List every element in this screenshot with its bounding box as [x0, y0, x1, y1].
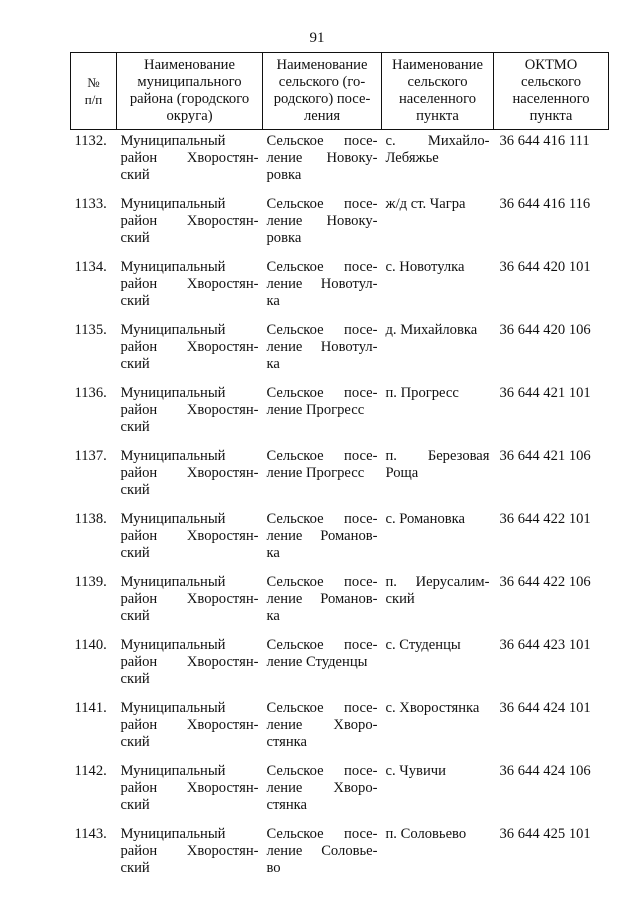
cell-line: ровка — [266, 230, 302, 246]
oktmo-cell: 36 644 424 106 — [499, 763, 591, 779]
header-district — [117, 53, 263, 130]
cell-line: Муниципальный — [120, 574, 226, 590]
row-number: 1135. — [74, 322, 107, 338]
oktmo-cell: 36 644 416 116 — [499, 196, 591, 212]
cell-line: район Хворостян- — [120, 402, 259, 418]
oktmo-cell: 36 644 420 106 — [499, 322, 591, 338]
locality-cell — [382, 130, 494, 194]
cell-line: Муниципальный — [120, 448, 226, 464]
settlement-cell — [263, 508, 382, 571]
cell-line: ский — [120, 419, 150, 435]
settlements-table — [70, 52, 609, 886]
settlement-cell — [263, 256, 382, 319]
cell-line: Сельское посе- — [266, 259, 378, 275]
settlement-cell — [263, 571, 382, 634]
cell-line: д. Михайловка — [385, 322, 478, 338]
settlement-cell — [263, 382, 382, 445]
header-line: пункта — [416, 108, 459, 124]
district-cell — [117, 760, 263, 823]
oktmo-cell: 36 644 425 101 — [499, 826, 591, 842]
locality-cell — [382, 697, 494, 760]
cell-line: район Хворостян- — [120, 528, 259, 544]
cell-line: ский — [120, 293, 150, 309]
row-number: 1136. — [74, 385, 107, 401]
district-cell — [117, 571, 263, 634]
header-line: ОКТМО — [524, 57, 578, 73]
cell-line: Муниципальный — [120, 763, 226, 779]
cell-line: ление Романов- — [266, 591, 378, 607]
row-number: 1143. — [74, 826, 107, 842]
cell-line: ский — [120, 671, 150, 687]
cell-line: ж/д ст. Чагра — [385, 196, 466, 212]
cell-line: ление Хворо- — [266, 780, 378, 796]
cell-line: район Хворостян- — [120, 843, 259, 859]
cell-line: ление Новоку- — [266, 213, 378, 229]
table-row — [71, 634, 609, 697]
cell-line: район Хворостян- — [120, 654, 259, 670]
cell-line: ский — [385, 591, 415, 607]
district-cell — [117, 382, 263, 445]
cell-line: Муниципальный — [120, 385, 226, 401]
locality-cell — [382, 823, 494, 886]
cell-line: ский — [120, 545, 150, 561]
district-cell — [117, 319, 263, 382]
district-cell — [117, 508, 263, 571]
cell-line: район Хворостян- — [120, 339, 259, 355]
district-cell — [117, 193, 263, 256]
header-line: муниципального — [137, 74, 242, 90]
cell-line: Сельское посе- — [266, 196, 378, 212]
header-line: сельского (го- — [278, 74, 366, 90]
cell-line: ление Соловье- — [266, 843, 378, 859]
cell-line: Сельское посе- — [266, 448, 378, 464]
locality-cell — [382, 508, 494, 571]
cell-line: стянка — [266, 797, 308, 813]
header-line: района (городского — [129, 91, 250, 107]
header-line: сельского — [520, 74, 582, 90]
cell-line: район Хворостян- — [120, 780, 259, 796]
header-line: населенного — [512, 91, 590, 107]
table-row — [71, 193, 609, 256]
cell-line: ский — [120, 608, 150, 624]
cell-line: Муниципальный — [120, 826, 226, 842]
cell-line: ка — [266, 293, 280, 309]
cell-line: Муниципальный — [120, 259, 226, 275]
oktmo-cell: 36 644 416 111 — [499, 133, 590, 149]
cell-line: Муниципальный — [120, 637, 226, 653]
cell-line: район Хворостян- — [120, 150, 259, 166]
oktmo-cell: 36 644 420 101 — [499, 259, 591, 275]
locality-cell — [382, 193, 494, 256]
cell-line: ление Студенцы — [266, 654, 368, 670]
locality-cell — [382, 571, 494, 634]
locality-cell — [382, 760, 494, 823]
row-number: 1141. — [74, 700, 107, 716]
cell-line: ление Прогресс — [266, 465, 365, 481]
oktmo-cell: 36 644 421 101 — [499, 385, 591, 401]
locality-cell — [382, 445, 494, 508]
district-cell — [117, 634, 263, 697]
header-line: родского) посе- — [273, 91, 371, 107]
cell-line: п. Березовая — [385, 448, 490, 464]
cell-line: с. Новотулка — [385, 259, 465, 275]
cell-line: Роща — [385, 465, 419, 481]
cell-line: с. Чувичи — [385, 763, 446, 779]
cell-line: Муниципальный — [120, 196, 226, 212]
cell-line: Сельское посе- — [266, 385, 378, 401]
settlement-cell — [263, 193, 382, 256]
cell-line: ский — [120, 482, 150, 498]
cell-line: ка — [266, 608, 280, 624]
district-cell — [117, 256, 263, 319]
cell-line: ка — [266, 545, 280, 561]
cell-line: с. Студенцы — [385, 637, 461, 653]
district-cell — [117, 823, 263, 886]
row-number: 1132. — [74, 133, 107, 149]
row-number: 1140. — [74, 637, 107, 653]
oktmo-cell: 36 644 424 101 — [499, 700, 591, 716]
cell-line: район Хворостян- — [120, 276, 259, 292]
cell-line: п. Соловьево — [385, 826, 467, 842]
table-row — [71, 130, 609, 194]
row-number: 1142. — [74, 763, 107, 779]
cell-line: Сельское посе- — [266, 511, 378, 527]
cell-line: с. Романовка — [385, 511, 466, 527]
locality-cell — [382, 319, 494, 382]
header-line: № — [87, 75, 100, 90]
cell-line: ление Хворо- — [266, 717, 378, 733]
cell-line: ровка — [266, 167, 302, 183]
row-number: 1137. — [74, 448, 107, 464]
cell-line: п. Прогресс — [385, 385, 459, 401]
header-line: Наименование — [276, 57, 368, 73]
header-line: сельского — [407, 74, 468, 90]
table-row — [71, 571, 609, 634]
cell-line: ление Новоку- — [266, 150, 378, 166]
cell-line: Муниципальный — [120, 511, 226, 527]
cell-line: Лебяжье — [385, 150, 439, 166]
settlement-cell — [263, 823, 382, 886]
cell-line: Сельское посе- — [266, 700, 378, 716]
header-line: п/п — [84, 92, 103, 107]
cell-line: ский — [120, 356, 150, 372]
settlement-cell — [263, 319, 382, 382]
cell-line: ский — [120, 230, 150, 246]
header-line: населенного — [398, 91, 477, 107]
cell-line: ление Прогресс — [266, 402, 365, 418]
cell-line: ский — [120, 167, 150, 183]
header-line: ления — [303, 108, 341, 124]
settlement-cell — [263, 445, 382, 508]
cell-line: ский — [120, 860, 150, 876]
table-header — [71, 53, 609, 130]
cell-line: стянка — [266, 734, 308, 750]
cell-line: Муниципальный — [120, 322, 226, 338]
settlement-cell — [263, 634, 382, 697]
header-row — [71, 53, 609, 130]
header-line: Наименование — [144, 57, 235, 73]
row-number: 1133. — [74, 196, 107, 212]
settlement-cell — [263, 697, 382, 760]
cell-line: район Хворостян- — [120, 465, 259, 481]
row-number: 1134. — [74, 259, 107, 275]
cell-line: Муниципальный — [120, 133, 226, 149]
cell-line: ский — [120, 797, 150, 813]
table-row — [71, 445, 609, 508]
header-oktmo — [494, 53, 609, 130]
row-number: 1138. — [74, 511, 107, 527]
district-cell — [117, 697, 263, 760]
cell-line: ление Романов- — [266, 528, 378, 544]
table-row — [71, 508, 609, 571]
cell-line: ский — [120, 734, 150, 750]
locality-cell — [382, 256, 494, 319]
district-cell — [117, 445, 263, 508]
oktmo-cell: 36 644 421 106 — [499, 448, 591, 464]
row-number: 1139. — [74, 574, 107, 590]
header-settlement — [263, 53, 382, 130]
cell-line: ление Новотул- — [266, 339, 378, 355]
cell-line: Сельское посе- — [266, 574, 378, 590]
page-number: 91 — [309, 30, 325, 46]
cell-line: район Хворостян- — [120, 717, 259, 733]
locality-cell — [382, 634, 494, 697]
cell-line: п. Иерусалим- — [385, 574, 490, 590]
oktmo-cell: 36 644 423 101 — [499, 637, 591, 653]
table-row — [71, 697, 609, 760]
header-line: Наименование — [392, 57, 483, 73]
cell-line: ка — [266, 356, 280, 372]
table-body — [71, 130, 609, 887]
oktmo-cell: 36 644 422 106 — [499, 574, 591, 590]
cell-line: район Хворостян- — [120, 213, 259, 229]
cell-line: Сельское посе- — [266, 133, 378, 149]
oktmo-cell: 36 644 422 101 — [499, 511, 591, 527]
cell-line: Муниципальный — [120, 700, 226, 716]
header-locality — [382, 53, 494, 130]
table-row — [71, 823, 609, 886]
header-number — [71, 53, 117, 130]
table-row — [71, 319, 609, 382]
table-row — [71, 256, 609, 319]
cell-line: Сельское посе- — [266, 763, 378, 779]
cell-line: Сельское посе- — [266, 322, 378, 338]
cell-line: с. Хворостянка — [385, 700, 480, 716]
locality-cell — [382, 382, 494, 445]
header-line: пункта — [529, 108, 573, 124]
cell-line: Сельское посе- — [266, 826, 378, 842]
cell-line: с. Михайло- — [385, 133, 490, 149]
cell-line: район Хворостян- — [120, 591, 259, 607]
cell-line: ление Новотул- — [266, 276, 378, 292]
table-row — [71, 760, 609, 823]
district-cell — [117, 130, 263, 194]
settlement-cell — [263, 760, 382, 823]
header-line: округа) — [166, 108, 213, 124]
table-row — [71, 382, 609, 445]
cell-line: во — [266, 860, 281, 876]
settlement-cell — [263, 130, 382, 194]
cell-line: Сельское посе- — [266, 637, 378, 653]
